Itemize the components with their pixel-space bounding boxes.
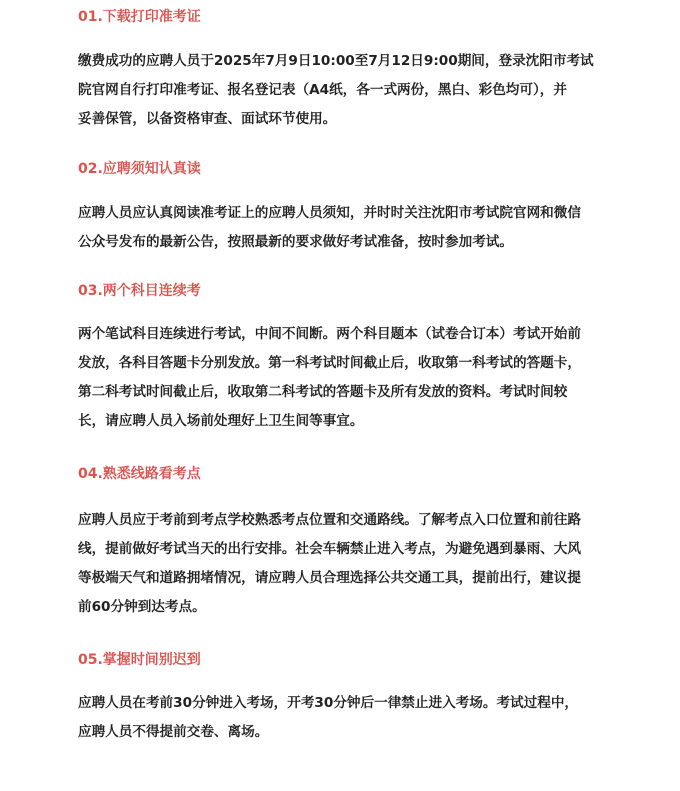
section-body-be-on-time [78, 689, 608, 747]
paragraph-line: 应聘人员不得提前交卷、离场。 [78, 724, 269, 740]
section-body-familiarize-route [78, 506, 608, 622]
paragraph-line: 发放，各科目答题卡分别发放。第一科考试时间截止后，收取第一科考试的答题卡， [78, 355, 581, 371]
paragraph-line: 应聘人员在考前30分钟进入考场，开考30分钟后一律禁止进入考场。考试过程中， [78, 695, 579, 711]
paragraph-line: 应聘人员应认真阅读准考证上的应聘人员须知，并时时关注沈阳市考试院官网和微信 [78, 205, 581, 221]
paragraph-line: 缴费成功的应聘人员于2025年7月9日10:00至7月12日9:00期间，登录沈阳市考试 [78, 53, 594, 69]
paragraph-line: 长，请应聘人员入场前处理好上卫生间等事宜。 [78, 413, 364, 429]
section-heading-read-notice: 02.应聘须知认真读 [78, 161, 201, 177]
paragraph-line: 公众号发布的最新公告，按照最新的要求做好考试准备，按时参加考试。 [78, 234, 513, 250]
paragraph-line: 院官网自行打印准考证、报名登记表（A4纸，各一式两份，黑白、彩色均可），并 [78, 82, 567, 98]
section-heading-familiarize-route: 04.熟悉线路看考点 [78, 466, 201, 482]
paragraph-line: 线，提前做好考试当天的出行安排。社会车辆禁止进入考点，为避免遇到暴雨、大风 [78, 541, 581, 557]
paragraph-line: 前60分钟到达考点。 [78, 599, 206, 615]
paragraph-line: 等极端天气和道路拥堵情况，请应聘人员合理选择公共交通工具，提前出行，建议提 [78, 570, 581, 586]
section-heading-download-admission-ticket: 01.下载打印准考证 [78, 9, 201, 25]
section-heading-be-on-time: 05.掌握时间别迟到 [78, 652, 201, 668]
section-heading-two-subjects: 03.两个科目连续考 [78, 283, 201, 299]
section-body-read-notice [78, 199, 608, 257]
paragraph-line: 应聘人员应于考前到考点学校熟悉考点位置和交通路线。了解考点入口位置和前往路 [78, 512, 581, 528]
paragraph-line: 妥善保管，以备资格审查、面试环节使用。 [78, 111, 337, 127]
paragraph-line: 第二科考试时间截止后，收取第二科考试的答题卡及所有发放的资料。考试时间较 [78, 384, 568, 400]
paragraph-line: 两个笔试科目连续进行考试，中间不间断。两个科目题本（试卷合订本）考试开始前 [78, 326, 581, 342]
section-body-two-subjects [78, 320, 608, 436]
section-body-download-admission-ticket [78, 47, 608, 134]
